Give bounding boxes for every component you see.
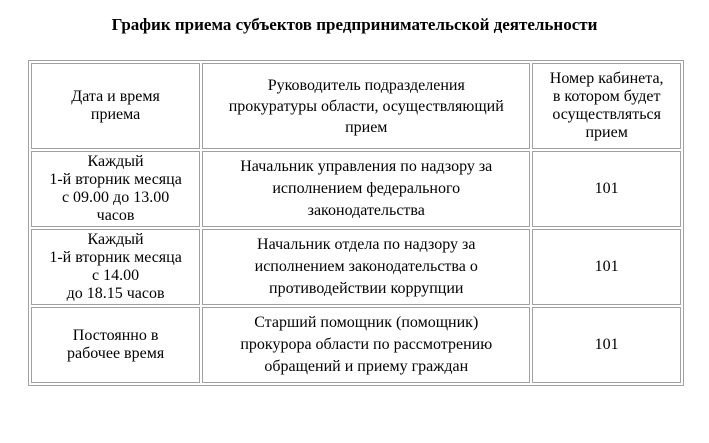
page-title: График приема субъектов предпринимательской деятельности <box>111 15 598 34</box>
cell-room-number: 101 <box>532 229 681 305</box>
cell-date-time: Каждый 1-й вторник месяца с 14.00 до 18.15 часов <box>31 229 200 305</box>
header-room-number: Номер кабинета, в котором будет осуществляться прием <box>532 63 681 149</box>
table-header-row <box>31 63 681 149</box>
table-row <box>31 151 681 227</box>
reception-schedule-table <box>28 60 684 386</box>
table-row <box>31 229 681 305</box>
header-date-time: Дата и время приема <box>31 63 200 149</box>
cell-room-number: 101 <box>532 151 681 227</box>
cell-department-head: Начальник управления по надзору за исполнением федерального законодательства <box>202 151 530 227</box>
cell-date-time: Каждый 1-й вторник месяца с 09.00 до 13.00 часов <box>31 151 200 227</box>
cell-date-time: Постоянно в рабочее время <box>31 307 200 383</box>
header-department-head: Руководитель подразделения прокуратуры области, осуществляющий прием <box>202 63 530 149</box>
cell-department-head: Старший помощник (помощник) прокурора области по рассмотрению обращений и приему граждан <box>202 307 530 383</box>
cell-department-head: Начальник отдела по надзору за исполнением законодательства о противодействии коррупции <box>202 229 530 305</box>
table-row <box>31 307 681 383</box>
cell-room-number: 101 <box>532 307 681 383</box>
